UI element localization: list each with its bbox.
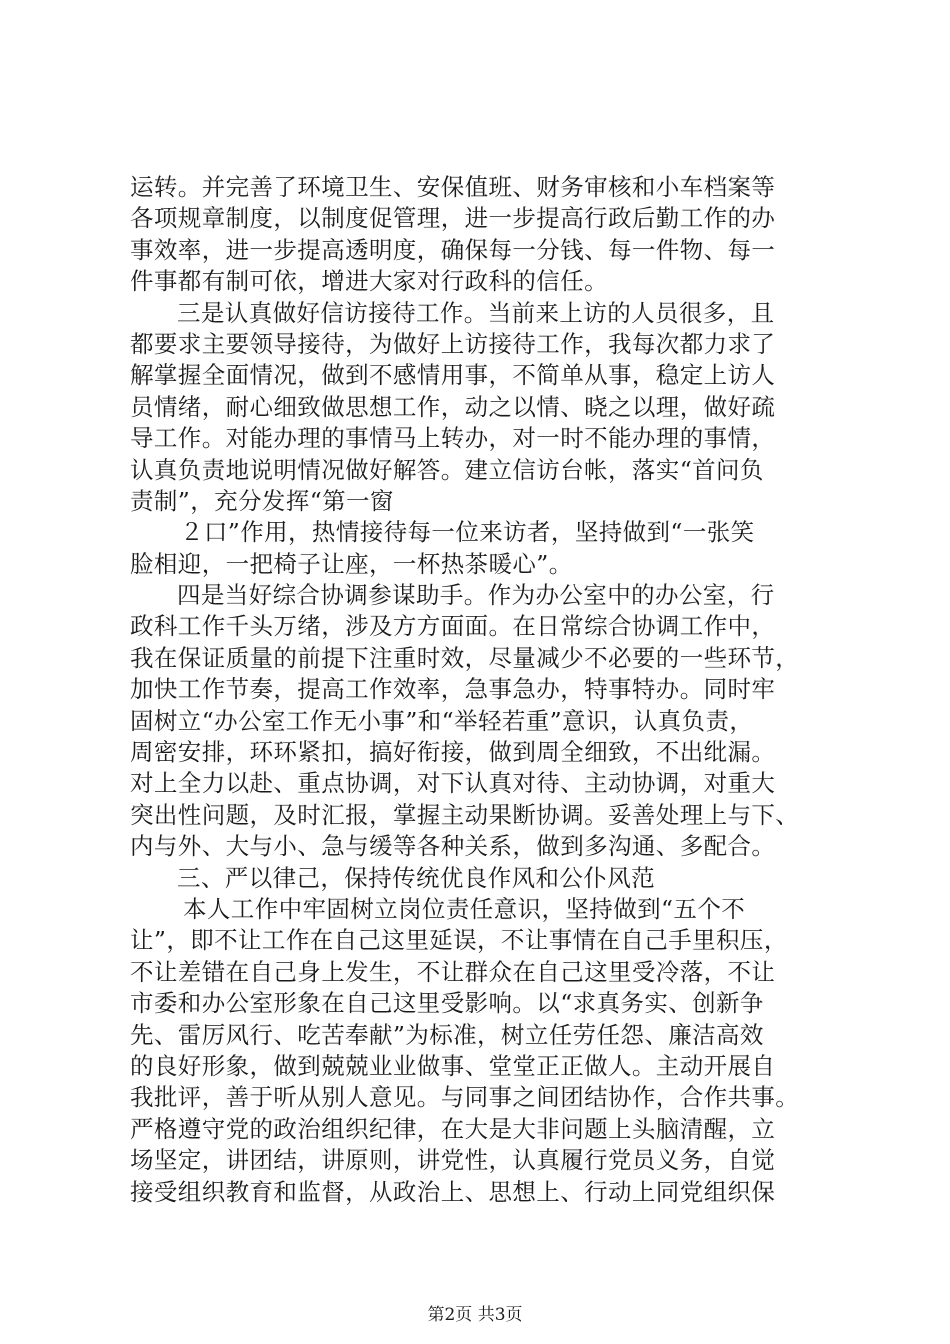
text-line: 各项规章制度，以制度促管理，进一步提高行政后勤工作的办 xyxy=(130,204,776,233)
text-line: 的良好形象，做到兢兢业业做事、堂堂正正做人。主动开展自 xyxy=(130,1051,776,1080)
text-line: 解掌握全面情况，做到不感情用事，不简单从事，稳定上访人 xyxy=(130,361,776,390)
text-line: 加快工作节奏，提高工作效率，急事急办，特事特办。同时牢 xyxy=(130,675,776,704)
text-line: 接受组织教育和监督，从政治上、思想上、行动上同党组织保 xyxy=(130,1177,776,1206)
text-line: 严格遵守党的政治组织纪律，在大是大非问题上头脑清醒，立 xyxy=(130,1114,776,1143)
body-text xyxy=(130,172,835,1208)
text-line: 固树立“办公室工作无小事”和“举轻若重”意识，认真负责， xyxy=(130,706,754,735)
text-line: 导工作。对能办理的事情马上转办，对一时不能办理的事情， xyxy=(130,424,776,453)
text-line: 三、严以律己，保持传统优良作风和公仆风范 xyxy=(177,863,655,892)
text-line: 对上全力以赴、重点协调，对下认真对待、主动协调，对重大 xyxy=(130,769,776,798)
text-line: 不让差错在自己身上发生，不让群众在自己这里受冷落，不让 xyxy=(130,957,776,986)
text-line: 件事都有制可依，增进大家对行政科的信任。 xyxy=(130,267,608,296)
text-line: 责制”，充分发挥“第一窗 xyxy=(130,486,394,515)
text-line: 我在保证质量的前提下注重时效，尽量减少不必要的一些环节， xyxy=(130,643,800,672)
text-line: 周密安排，环环紧扣，搞好衔接，做到周全细致，不出纰漏。 xyxy=(130,738,776,767)
text-line: 认真负责地说明情况做好解答。建立信访台帐，落实“首问负 xyxy=(130,455,764,484)
text-line: 场坚定，讲团结，讲原则，讲党性，认真履行党员义务，自觉 xyxy=(130,1146,776,1175)
text-line: ２口”作用，热情接待每一位来访者，坚持做到“一张笑 xyxy=(180,518,755,547)
text-line: 先、雷厉风行、吃苦奉献”为标准，树立任劳任怨、廉洁高效 xyxy=(130,1020,764,1049)
text-line: 脸相迎，一把椅子让座，一杯热茶暖心”。 xyxy=(130,549,573,578)
text-line: 事效率，进一步提高透明度，确保每一分钱、每一件物、每一 xyxy=(130,235,776,264)
text-line: 本人工作中牢固树立岗位责任意识，坚持做到“五个不 xyxy=(183,894,746,923)
text-line: 我批评，善于听从别人意见。与同事之间团结协作，合作共事。 xyxy=(130,1083,800,1112)
text-line: 三是认真做好信访接待工作。当前来上访的人员很多，且 xyxy=(177,298,775,327)
text-line: 突出性问题，及时汇报，掌握主动果断协调。妥善处理上与下、 xyxy=(130,800,800,829)
text-line: 四是当好综合协调参谋助手。作为办公室中的办公室，行 xyxy=(177,581,775,610)
text-line: 内与外、大与小、急与缓等各种关系，做到多沟通、多配合。 xyxy=(130,832,776,861)
text-line: 运转。并完善了环境卫生、安保值班、财务审核和小车档案等 xyxy=(130,173,776,201)
text-line: 让”，即不让工作在自己这里延误，不让事情在自己手里积压， xyxy=(130,926,788,955)
page-footer: 第2页 共3页 xyxy=(427,1305,523,1325)
text-line: 市委和办公室形象在自己这里受影响。以“求真务实、创新争 xyxy=(130,989,764,1018)
text-line: 员情绪，耐心细致做思想工作，动之以情、晓之以理，做好疏 xyxy=(130,392,776,421)
text-line: 政科工作千头万绪，涉及方方面面。在日常综合协调工作中， xyxy=(130,612,776,641)
text-line: 都要求主要领导接待，为做好上访接待工作，我每次都力求了 xyxy=(130,329,776,358)
